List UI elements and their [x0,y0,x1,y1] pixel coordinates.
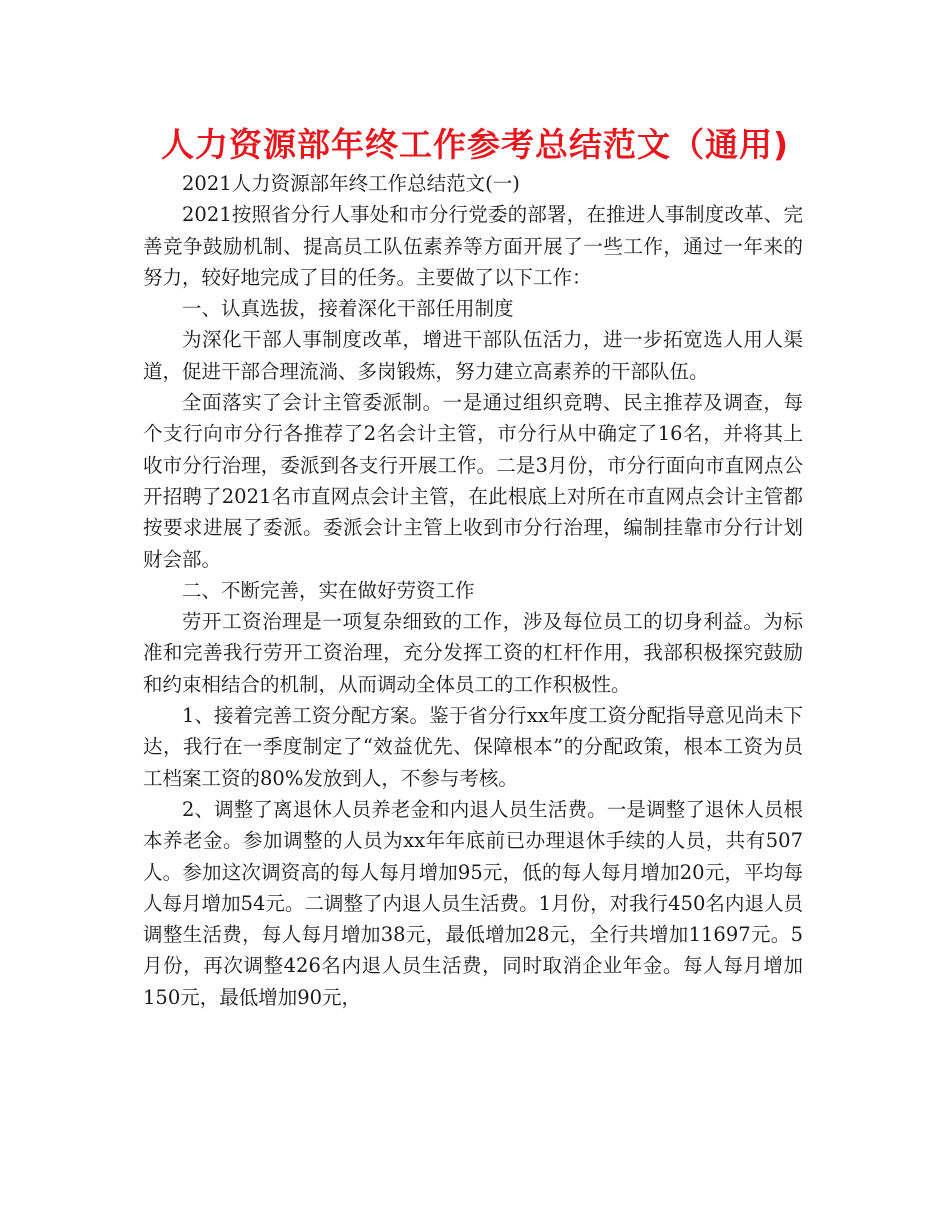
paragraph: 全面落实了会计主管委派制。一是通过组织竞聘、民主推荐及调查，每个支行向市分行各推荐了2名会计主管，市分行从中确定了16名，并将其上收市分行治理，委派到各支行开展工作。二是3月份，市分行面向市直网点公开招聘了2021名市直网点会计主管，在此根底上对所在市直网点会计主管都按要求进展了委派。委派会计主管上收到市分行治理，编制挂靠市分行计划财会部。 [143,391,803,571]
paragraph: 2021人力资源部年终工作总结范文(一) [182,172,520,195]
paragraph: 1、接着完善工资分配方案。鉴于省分行xx年度工资分配指导意见尚未下达，我行在一季度制定了“效益优先、保障根本”的分配政策，根本工资为员工档案工资的80%发放到人，不参与考核。 [143,704,803,790]
section-heading: 一、认真选拔，接着深化干部任用制度 [182,297,514,321]
paragraph: 2、调整了离退休人员养老金和内退人员生活费。一是调整了退休人员根本养老金。参加调整的人员为xx年年底前已办理退休手续的人员，共有507人。参加这次调资高的每人每月增加95元，低的每人每月增加20元，平均每人每月增加54元。二调整了内退人员生活费。1月份，对我行450名内退人员调整生活费，每人每月增加38元，最低增加28元，全行共增加11697元。5月份，再次调整426名内退人员生活费，同时取消企业年金。每人每月增加150元，最低增加90元， [143,797,803,1009]
paragraph: 劳开工资治理是一项复杂细致的工作，涉及每位员工的切身利益。为标准和完善我行劳开工资治理，充分发挥工资的杠杆作用，我部积极探究鼓励和约束相结合的机制，从而调动全体员工的工作积极性。 [143,610,803,696]
paragraph: 为深化干部人事制度改革，增进干部队伍活力，进一步拓宽选人用人渠道，促进干部合理流淌、多岗锻炼，努力建立高素养的干部队伍。 [143,328,803,383]
paragraph: 2021按照省分行人事处和市分行党委的部署，在推进人事制度改革、完善竞争鼓励机制、提高员工队伍素养等方面开展了一些工作，通过一年来的努力，较好地完成了目的任务。主要做了以下工作： [143,203,803,289]
document-title: 人力资源部年终工作参考总结范文（通用) [160,125,790,164]
section-heading: 二、不断完善，实在做好劳资工作 [182,578,475,602]
document-body [143,168,803,1013]
